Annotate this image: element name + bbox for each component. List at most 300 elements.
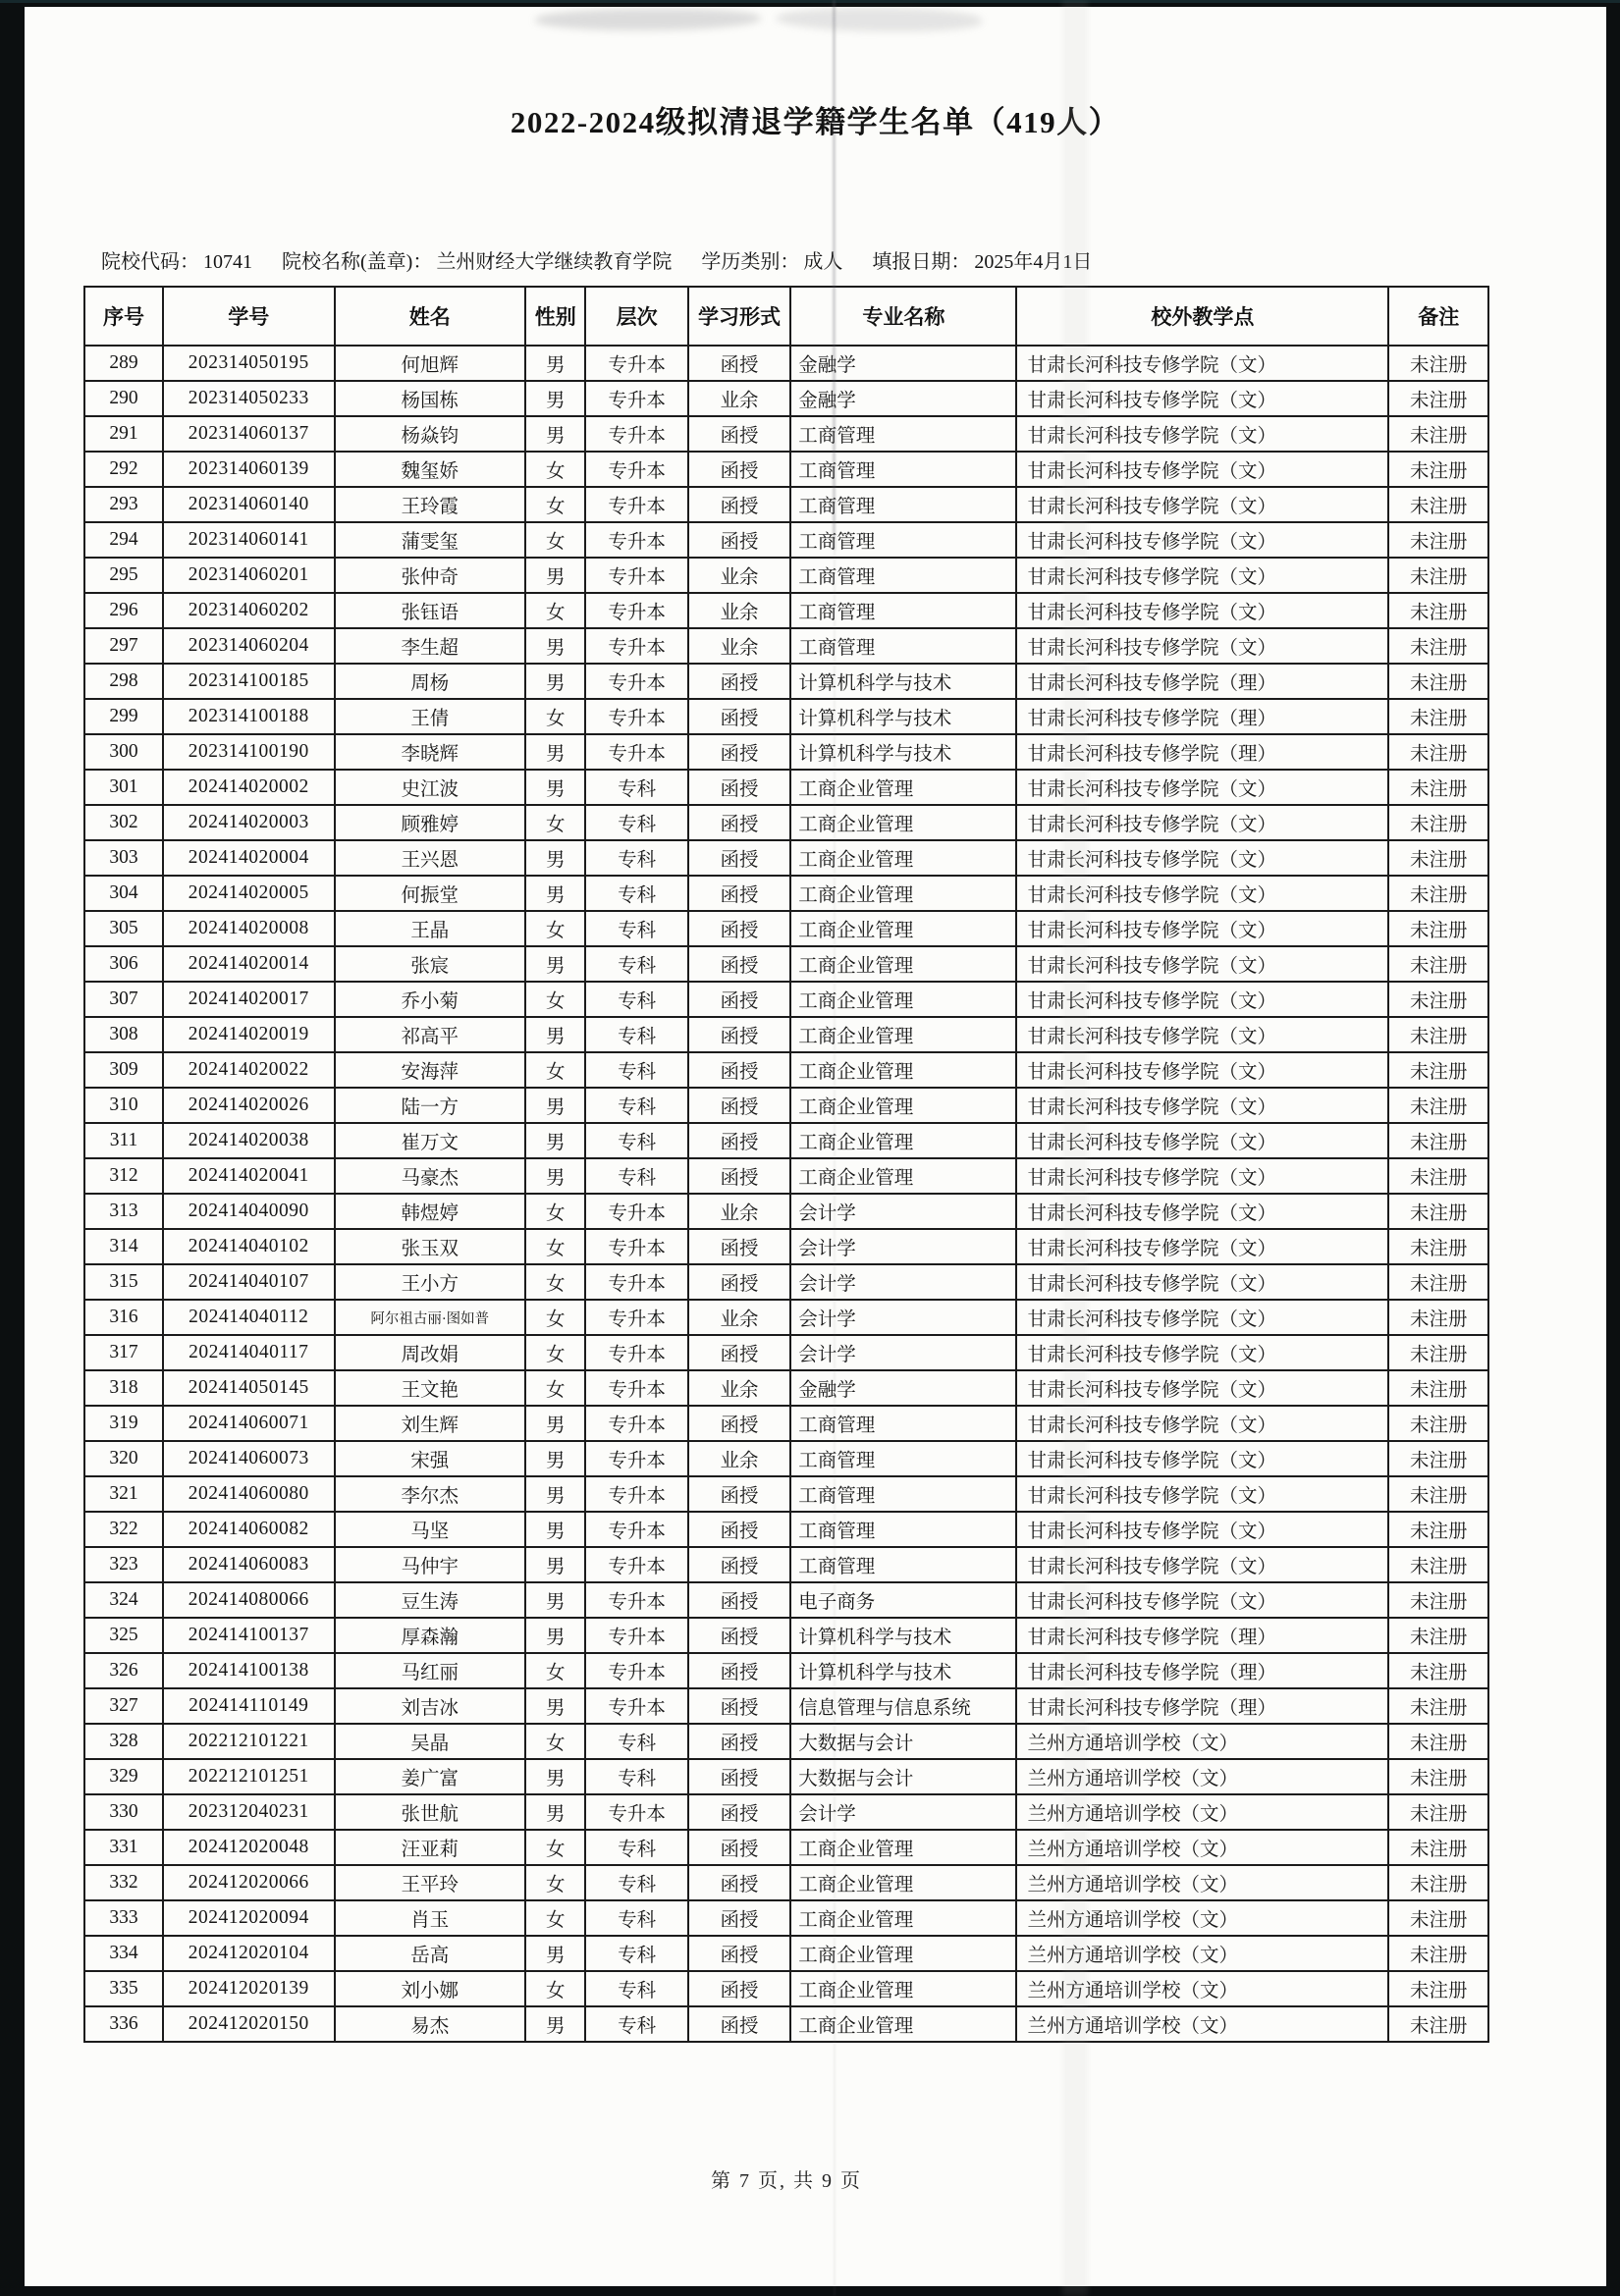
table-cell: 工商企业管理 [790,1088,1016,1123]
table-cell: 未注册 [1388,487,1488,522]
table-cell: 甘肃长河科技专修学院（文） [1016,1441,1388,1476]
table-cell: 宋强 [335,1441,525,1476]
table-cell: 甘肃长河科技专修学院（文） [1016,876,1388,911]
table-cell: 297 [84,628,163,664]
table-cell: 女 [525,593,585,628]
table-cell: 杨焱钧 [335,416,525,452]
table-cell: 专升本 [585,1582,687,1618]
table-cell: 工商企业管理 [790,1052,1016,1088]
table-cell: 会计学 [790,1794,1016,1830]
table-cell: 男 [525,1017,585,1052]
table-cell: 296 [84,593,163,628]
table-cell: 202412020104 [163,1936,334,1971]
table-cell: 303 [84,840,163,876]
table-cell: 兰州方通培训学校（文） [1016,1794,1388,1830]
table-cell: 王兴恩 [335,840,525,876]
table-cell: 工商企业管理 [790,1830,1016,1865]
table-row [84,805,1488,840]
table-cell: 男 [525,1582,585,1618]
table-cell: 女 [525,1052,585,1088]
table-cell: 202414020002 [163,770,334,805]
table-cell: 工商企业管理 [790,1971,1016,2006]
table-cell: 工商管理 [790,1406,1016,1441]
table-cell: 王倩 [335,699,525,734]
table-cell: 马豪杰 [335,1158,525,1194]
table-cell: 专升本 [585,381,687,416]
table-cell: 甘肃长河科技专修学院（文） [1016,805,1388,840]
table-cell: 易杰 [335,2006,525,2042]
table-cell: 蒲雯玺 [335,522,525,558]
table-cell: 函授 [688,1158,790,1194]
table-cell: 324 [84,1582,163,1618]
table-cell: 甘肃长河科技专修学院（文） [1016,982,1388,1017]
table-cell: 未注册 [1388,1653,1488,1688]
table-cell: 300 [84,734,163,770]
table-cell: 函授 [688,1476,790,1512]
table-cell: 工商企业管理 [790,911,1016,946]
table-cell: 函授 [688,346,790,381]
table-cell: 男 [525,628,585,664]
table-row [84,1123,1488,1158]
table-cell: 工商企业管理 [790,1017,1016,1052]
table-cell: 292 [84,452,163,487]
table-cell: 299 [84,699,163,734]
table-cell: 会计学 [790,1229,1016,1264]
table-cell: 女 [525,522,585,558]
table-row [84,911,1488,946]
table-cell: 工商管理 [790,593,1016,628]
table-cell: 313 [84,1194,163,1229]
table-cell: 甘肃长河科技专修学院（理） [1016,734,1388,770]
table-cell: 乔小菊 [335,982,525,1017]
table-row [84,876,1488,911]
table-cell: 202414100137 [163,1618,334,1653]
table-cell: 专科 [585,805,687,840]
table-cell: 未注册 [1388,1158,1488,1194]
table-cell: 姜广富 [335,1759,525,1794]
table-cell: 甘肃长河科技专修学院（理） [1016,1688,1388,1724]
table-cell: 未注册 [1388,1370,1488,1406]
table-cell: 未注册 [1388,1936,1488,1971]
table-row [84,1724,1488,1759]
table-cell: 函授 [688,1088,790,1123]
table-cell: 专科 [585,1900,687,1936]
table-cell: 318 [84,1370,163,1406]
table-cell: 甘肃长河科技专修学院（文） [1016,1052,1388,1088]
table-cell: 甘肃长河科技专修学院（文） [1016,1547,1388,1582]
table-cell: 甘肃长河科技专修学院（文） [1016,1300,1388,1335]
table-cell: 甘肃长河科技专修学院（文） [1016,1512,1388,1547]
table-cell: 工商管理 [790,416,1016,452]
table-cell: 函授 [688,1582,790,1618]
table-cell: 334 [84,1936,163,1971]
table-cell: 豆生涛 [335,1582,525,1618]
table-cell: 未注册 [1388,1830,1488,1865]
table-row [84,1158,1488,1194]
table-cell: 202414040107 [163,1264,334,1300]
table-cell: 未注册 [1388,1794,1488,1830]
table-cell: 业余 [688,593,790,628]
table-cell: 202314060201 [163,558,334,593]
table-cell: 男 [525,1547,585,1582]
table-cell: 未注册 [1388,1512,1488,1547]
table-row [84,1618,1488,1653]
table-cell: 专科 [585,2006,687,2042]
table-row [84,699,1488,734]
table-cell: 323 [84,1547,163,1582]
table-cell: 男 [525,381,585,416]
table-cell: 专升本 [585,487,687,522]
table-cell: 甘肃长河科技专修学院（文） [1016,522,1388,558]
table-row [84,1406,1488,1441]
table-cell: 甘肃长河科技专修学院（文） [1016,1264,1388,1300]
table-cell: 甘肃长河科技专修学院（文） [1016,452,1388,487]
table-cell: 未注册 [1388,1618,1488,1653]
table-cell: 专升本 [585,1547,687,1582]
table-cell: 业余 [688,381,790,416]
table-cell: 202412020139 [163,1971,334,2006]
table-cell: 男 [525,1406,585,1441]
table-cell: 专科 [585,911,687,946]
table-cell: 298 [84,664,163,699]
table-cell: 女 [525,452,585,487]
table-cell: 301 [84,770,163,805]
table-cell: 306 [84,946,163,982]
table-row [84,1335,1488,1370]
table-cell: 专科 [585,982,687,1017]
table-cell: 甘肃长河科技专修学院（文） [1016,416,1388,452]
table-row [84,487,1488,522]
table-cell: 张仲奇 [335,558,525,593]
table-cell: 男 [525,1476,585,1512]
table-cell: 安海萍 [335,1052,525,1088]
report-date-field [872,245,1092,274]
table-cell: 未注册 [1388,1052,1488,1088]
table-cell: 函授 [688,1724,790,1759]
table-cell: 甘肃长河科技专修学院（文） [1016,1088,1388,1123]
table-cell: 女 [525,1865,585,1900]
table-cell: 202414020041 [163,1158,334,1194]
table-cell: 293 [84,487,163,522]
table-cell: 专科 [585,1123,687,1158]
table-cell: 甘肃长河科技专修学院（文） [1016,946,1388,982]
table-cell: 函授 [688,1335,790,1370]
table-cell: 305 [84,911,163,946]
table-cell: 电子商务 [790,1582,1016,1618]
table-cell: 202414020019 [163,1017,334,1052]
table-cell: 202314060137 [163,416,334,452]
table-row [84,1194,1488,1229]
school-code-label: 院校代码： [101,251,199,273]
table-row [84,734,1488,770]
table-cell: 未注册 [1388,1123,1488,1158]
table-cell: 函授 [688,1971,790,2006]
table-cell: 函授 [688,1794,790,1830]
table-cell: 202414020008 [163,911,334,946]
table-cell: 王文艳 [335,1370,525,1406]
table-cell: 甘肃长河科技专修学院（文） [1016,770,1388,805]
table-cell: 未注册 [1388,1688,1488,1724]
table-cell: 业余 [688,1441,790,1476]
table-cell: 函授 [688,1865,790,1900]
table-cell: 未注册 [1388,1335,1488,1370]
table-cell: 女 [525,805,585,840]
table-cell: 320 [84,1441,163,1476]
table-cell: 290 [84,381,163,416]
table-cell: 陆一方 [335,1088,525,1123]
table-cell: 未注册 [1388,1865,1488,1900]
header-cell-remarks: 备注 [1388,287,1488,346]
table-cell: 金融学 [790,381,1016,416]
table-cell: 308 [84,1017,163,1052]
table-cell: 函授 [688,416,790,452]
table-cell: 厚森瀚 [335,1618,525,1653]
table-cell: 未注册 [1388,1441,1488,1476]
table-cell: 甘肃长河科技专修学院（文） [1016,1406,1388,1441]
table-cell: 专科 [585,1865,687,1900]
table-cell: 未注册 [1388,1476,1488,1512]
table-cell: 专升本 [585,1229,687,1264]
table-cell: 肖玉 [335,1900,525,1936]
table-cell: 316 [84,1300,163,1335]
table-cell: 祁高平 [335,1017,525,1052]
table-cell: 未注册 [1388,628,1488,664]
table-cell: 专升本 [585,416,687,452]
table-cell: 计算机科学与技术 [790,664,1016,699]
table-cell: 甘肃长河科技专修学院（理） [1016,1618,1388,1653]
table-cell: 甘肃长河科技专修学院（文） [1016,346,1388,381]
table-cell: 兰州方通培训学校（文） [1016,1759,1388,1794]
table-cell: 专科 [585,770,687,805]
table-cell: 未注册 [1388,1406,1488,1441]
table-row [84,2006,1488,2042]
table-cell: 张世航 [335,1794,525,1830]
table-cell: 男 [525,1618,585,1653]
table-cell: 202414080066 [163,1582,334,1618]
table-cell: 函授 [688,1406,790,1441]
table-cell: 202412020048 [163,1830,334,1865]
table-cell: 317 [84,1335,163,1370]
table-cell: 会计学 [790,1335,1016,1370]
table-cell: 函授 [688,805,790,840]
table-cell: 男 [525,1512,585,1547]
table-row [84,1794,1488,1830]
school-name-field [282,245,672,274]
table-cell: 何振堂 [335,876,525,911]
table-cell: 202212101221 [163,1724,334,1759]
table-cell: 未注册 [1388,840,1488,876]
table-cell: 专科 [585,1936,687,1971]
table-cell: 未注册 [1388,558,1488,593]
table-cell: 女 [525,1724,585,1759]
table-cell: 函授 [688,522,790,558]
table-cell: 张宸 [335,946,525,982]
table-cell: 工商管理 [790,522,1016,558]
table-cell: 326 [84,1653,163,1688]
table-cell: 未注册 [1388,1582,1488,1618]
scan-artifact-top-edge [0,0,1620,3]
table-cell: 史江波 [335,770,525,805]
table-cell: 会计学 [790,1264,1016,1300]
table-cell: 甘肃长河科技专修学院（文） [1016,911,1388,946]
table-cell: 女 [525,1653,585,1688]
table-cell: 专升本 [585,558,687,593]
table-row [84,593,1488,628]
table-cell: 函授 [688,2006,790,2042]
table-cell: 专升本 [585,1618,687,1653]
table-cell: 专科 [585,876,687,911]
table-row [84,628,1488,664]
table-cell: 专科 [585,1017,687,1052]
table-cell: 函授 [688,1653,790,1688]
table-row [84,840,1488,876]
table-cell: 甘肃长河科技专修学院（文） [1016,558,1388,593]
table-cell: 马坚 [335,1512,525,1547]
table-cell: 业余 [688,628,790,664]
table-cell: 工商管理 [790,1512,1016,1547]
table-cell: 专科 [585,1830,687,1865]
table-row [84,1830,1488,1865]
table-cell: 女 [525,1370,585,1406]
table-row [84,770,1488,805]
table-row [84,1900,1488,1936]
table-cell: 男 [525,1088,585,1123]
table-cell: 未注册 [1388,770,1488,805]
table-cell: 未注册 [1388,1971,1488,2006]
table-cell: 专升本 [585,1194,687,1229]
table-row [84,1653,1488,1688]
table-cell: 202314100188 [163,699,334,734]
table-cell: 男 [525,946,585,982]
table-cell: 202314060140 [163,487,334,522]
table-cell: 专升本 [585,452,687,487]
table-cell: 男 [525,1688,585,1724]
table-header-row [84,287,1488,346]
table-cell: 未注册 [1388,1900,1488,1936]
table-cell: 王晶 [335,911,525,946]
table-cell: 专科 [585,840,687,876]
table-cell: 男 [525,840,585,876]
table-cell: 专科 [585,946,687,982]
table-cell: 男 [525,734,585,770]
table-row [84,946,1488,982]
table-cell: 函授 [688,1936,790,1971]
table-cell: 女 [525,1971,585,2006]
table-cell: 工商管理 [790,1441,1016,1476]
table-cell: 甘肃长河科技专修学院（理） [1016,664,1388,699]
table-cell: 202414020038 [163,1123,334,1158]
table-cell: 未注册 [1388,1724,1488,1759]
header-cell-name: 姓名 [335,287,525,346]
table-cell: 函授 [688,1900,790,1936]
table-cell: 甘肃长河科技专修学院（文） [1016,1158,1388,1194]
table-cell: 327 [84,1688,163,1724]
table-cell: 兰州方通培训学校（文） [1016,1971,1388,2006]
document-page [25,7,1606,2286]
table-cell: 329 [84,1759,163,1794]
table-cell: 男 [525,1936,585,1971]
table-row [84,346,1488,381]
table-cell: 兰州方通培训学校（文） [1016,1724,1388,1759]
table-cell: 李晓辉 [335,734,525,770]
table-cell: 业余 [688,1194,790,1229]
table-cell: 202314060139 [163,452,334,487]
table-cell: 计算机科学与技术 [790,734,1016,770]
table-cell: 周改娟 [335,1335,525,1370]
header-cell-level: 层次 [585,287,687,346]
table-cell: 专升本 [585,664,687,699]
table-cell: 女 [525,1194,585,1229]
table-cell: 312 [84,1158,163,1194]
table-cell: 男 [525,1123,585,1158]
table-cell: 函授 [688,734,790,770]
table-cell: 计算机科学与技术 [790,1653,1016,1688]
table-cell: 202314060204 [163,628,334,664]
table-row [84,1759,1488,1794]
table-cell: 王平玲 [335,1865,525,1900]
table-cell: 会计学 [790,1194,1016,1229]
table-cell: 甘肃长河科技专修学院（文） [1016,1335,1388,1370]
table-cell: 336 [84,2006,163,2042]
table-cell: 202414040102 [163,1229,334,1264]
table-cell: 大数据与会计 [790,1759,1016,1794]
table-cell: 202414020017 [163,982,334,1017]
table-cell: 业余 [688,1300,790,1335]
table-row [84,982,1488,1017]
table-cell: 兰州方通培训学校（文） [1016,2006,1388,2042]
table-cell: 函授 [688,664,790,699]
table-cell: 函授 [688,487,790,522]
page-footer: 第 7 页, 共 9 页 [711,2170,862,2192]
table-cell: 吴晶 [335,1724,525,1759]
table-cell: 男 [525,1759,585,1794]
table-cell: 202414060073 [163,1441,334,1476]
table-cell: 工商管理 [790,487,1016,522]
table-cell: 周杨 [335,664,525,699]
table-cell: 315 [84,1264,163,1300]
table-cell: 202414020022 [163,1052,334,1088]
table-row [84,1229,1488,1264]
table-cell: 会计学 [790,1300,1016,1335]
table-cell: 函授 [688,1759,790,1794]
table-cell: 专升本 [585,1512,687,1547]
table-row [84,416,1488,452]
table-row [84,1547,1488,1582]
table-cell: 女 [525,1264,585,1300]
table-cell: 202314050233 [163,381,334,416]
table-cell: 工商管理 [790,628,1016,664]
table-cell: 工商企业管理 [790,876,1016,911]
table-cell: 函授 [688,840,790,876]
table-cell: 专科 [585,1724,687,1759]
table-cell: 函授 [688,1264,790,1300]
table-cell: 专升本 [585,1688,687,1724]
table-cell: 女 [525,1335,585,1370]
table-cell: 专科 [585,1759,687,1794]
table-row [84,452,1488,487]
table-cell: 专科 [585,1088,687,1123]
table-row [84,1441,1488,1476]
document-info-row [101,245,1092,274]
table-cell: 202314100185 [163,664,334,699]
table-row [84,1936,1488,1971]
table-cell: 未注册 [1388,346,1488,381]
table-cell: 工商企业管理 [790,1936,1016,1971]
table-cell: 311 [84,1123,163,1158]
table-cell: 未注册 [1388,416,1488,452]
table-cell: 310 [84,1088,163,1123]
table-cell: 魏玺娇 [335,452,525,487]
